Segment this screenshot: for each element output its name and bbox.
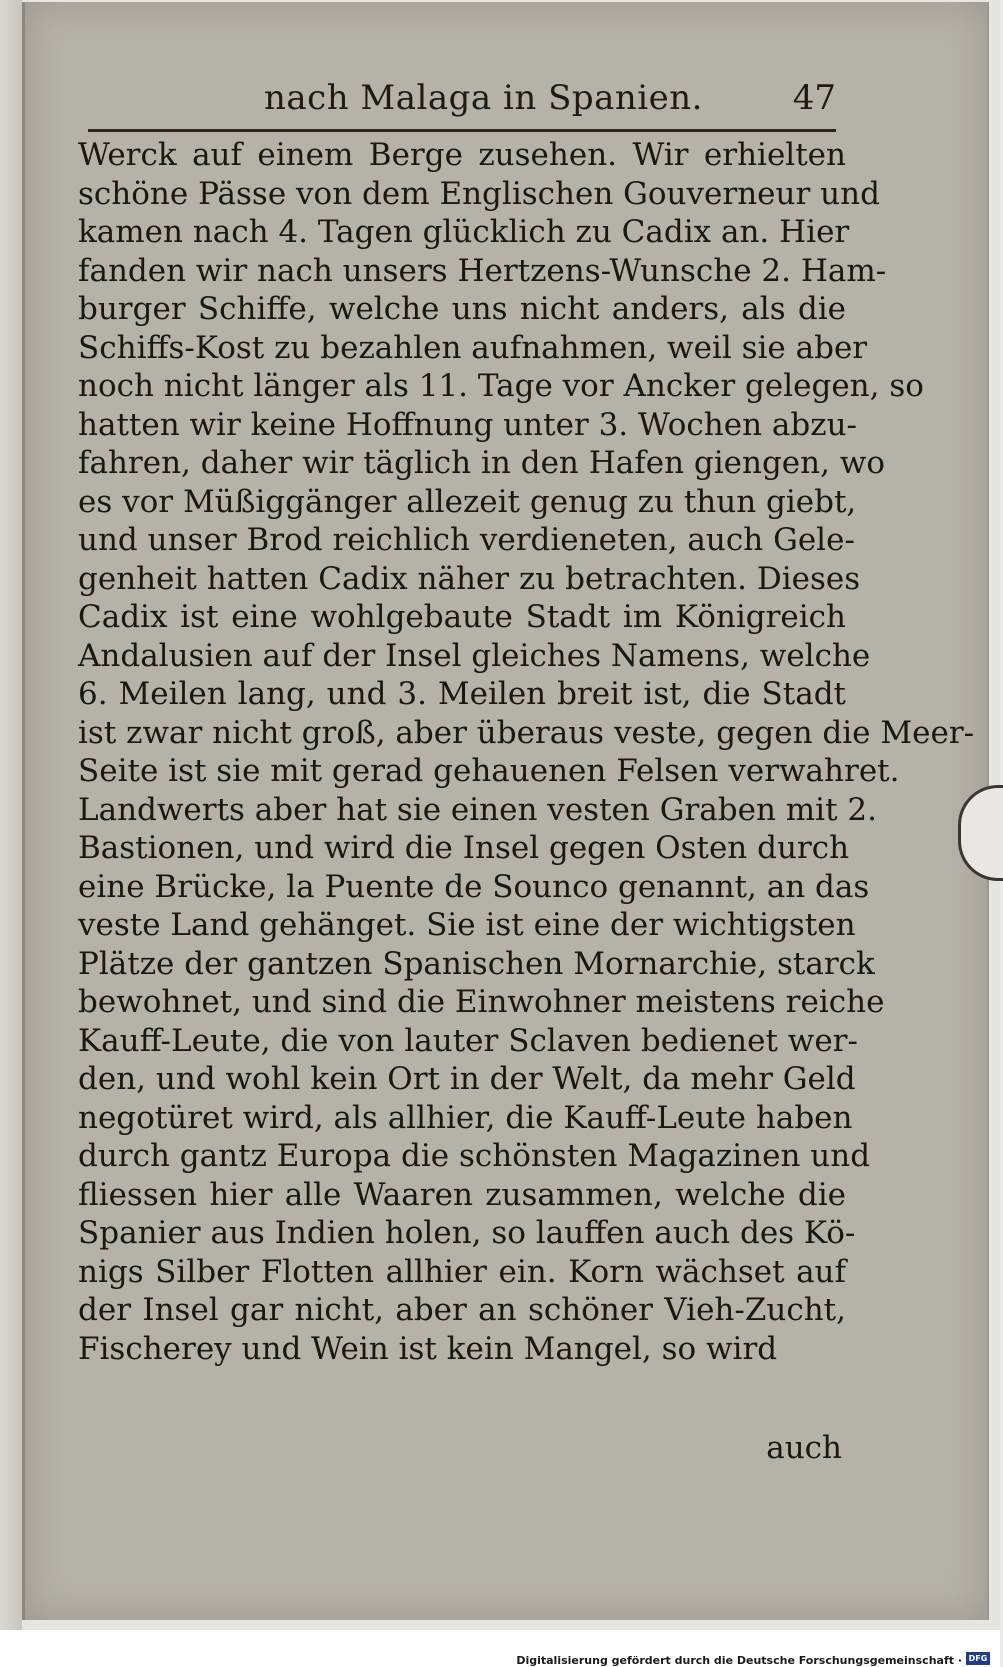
text-line: veste Land gehänget. Sie ist eine der wichtigsten	[78, 907, 856, 943]
text-line: Schiffs-Kost zu bezahlen aufnahmen, weil sie aber	[78, 329, 868, 366]
text-line: fahren, daher wir täglich in den Hafen giengen, wo	[78, 445, 886, 481]
book-spine-edge	[0, 0, 22, 1630]
text-line: den, und wohl kein Ort in der Welt, da mehr Geld	[78, 1061, 856, 1097]
text-line: Cadix ist eine wohlgebaute Stadt im Königreich	[78, 599, 846, 635]
text-line: schöne Pässe von dem Englischen Gouverneur und	[78, 175, 880, 212]
text-line: Plätze der gantzen Spanischen Mornarchie, starck	[78, 945, 875, 982]
header-rule	[88, 129, 836, 132]
text-line: burger Schiffe, welche uns nicht anders, als die	[78, 291, 846, 327]
text-line: Landwerts aber hat sie einen vesten Graben mit 2.	[78, 791, 877, 828]
text-line: Andalusien auf der Insel gleiches Namens, welche	[78, 637, 871, 674]
text-line: genheit hatten Cadix näher zu betrachten. Dieses	[78, 560, 861, 597]
text-line: hatten wir keine Hoffnung unter 3. Wochen abzu-	[78, 406, 858, 443]
text-line: nigs Silber Flotten allhier ein. Korn wächset auf	[78, 1253, 846, 1290]
text-line: kamen nach 4. Tagen glücklich zu Cadix an. Hier	[78, 214, 850, 250]
text-line: fliessen hier alle Waaren zusammen, welche die	[78, 1176, 846, 1213]
catchword: auch	[766, 1430, 842, 1466]
text-line: negotüret wird, als allhier, die Kauff-Leute haben	[78, 1099, 853, 1136]
text-line: Werck auf einem Berge zusehen. Wir erhielten	[78, 137, 846, 173]
text-line: Spanier aus Indien holen, so lauffen auch des Kö-	[78, 1215, 856, 1251]
text-line: es vor Müßiggänger allezeit genug zu thun giebt,	[78, 483, 857, 520]
page-number: 47	[792, 78, 836, 118]
text-line: eine Brücke, la Puente de Sounco genannt, an das	[78, 868, 870, 905]
text-line: Kauff-Leute, die von lauter Sclaven bedienet wer-	[78, 1022, 858, 1059]
running-title: nach Malaga in Spanien.	[264, 78, 703, 118]
dfg-logo-icon: DFG	[966, 1652, 990, 1665]
text-line: ist zwar nicht groß, aber überaus veste, gegen die Meer-	[78, 714, 975, 751]
text-line: durch gantz Europa die schönsten Magazinen und	[78, 1138, 871, 1174]
text-line: Seite ist sie mit gerad gehauenen Felsen verwahret.	[78, 753, 900, 789]
digitization-credit: Digitalisierung gefördert durch die Deutsche Forschungsgemeinschaft ·	[516, 1654, 962, 1667]
body-text	[78, 136, 975, 1368]
text-line: der Insel gar nicht, aber an schöner Vieh-Zucht,	[78, 1292, 846, 1328]
text-line: fanden wir nach unsers Hertzens-Wunsche 2. Ham-	[78, 252, 887, 289]
text-line: und unser Brod reichlich verdieneten, auch Gele-	[78, 522, 855, 558]
text-line: bewohnet, und sind die Einwohner meistens reiche	[78, 984, 885, 1020]
page-header	[88, 72, 840, 124]
text-line: noch nicht länger als 11. Tage vor Ancker gelegen, so	[78, 368, 924, 404]
text-line: 6. Meilen lang, und 3. Meilen breit ist, die Stadt	[78, 676, 846, 712]
text-line: Bastionen, und wird die Insel gegen Osten durch	[78, 830, 850, 866]
text-line: Fischerey und Wein ist kein Mangel, so wird	[78, 1330, 778, 1367]
